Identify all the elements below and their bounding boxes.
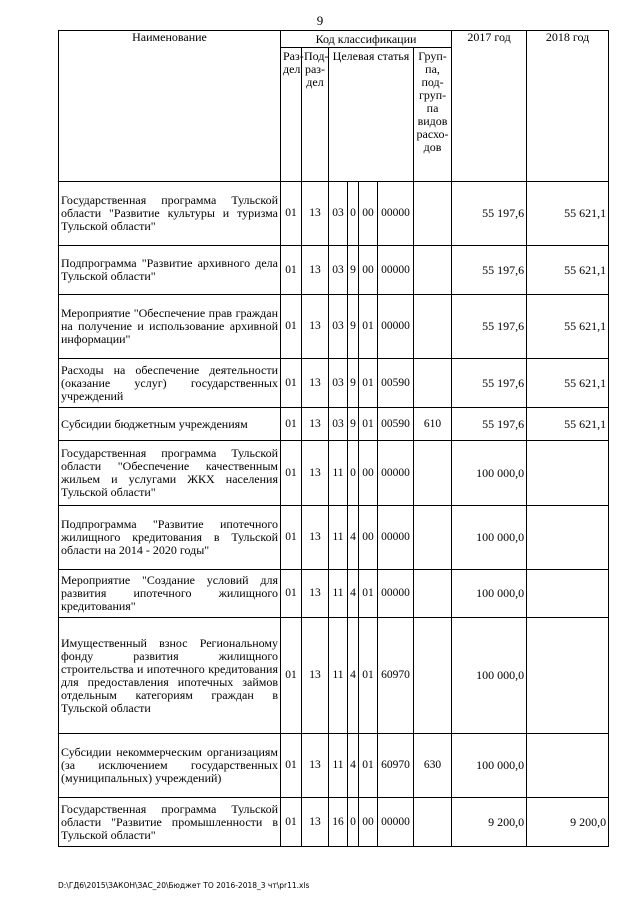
- expense-group-cell: [414, 295, 452, 359]
- expense-group-cell: [414, 182, 452, 246]
- table-row: [59, 798, 609, 847]
- row-name: Подпрограмма "Развитие архивного дела Тульской области": [59, 246, 281, 295]
- target-subprogram-cell: 0: [348, 441, 359, 506]
- row-name: Государственная программа Тульской области "Развитие промышленности в Тульской области": [59, 798, 281, 847]
- table-row: [59, 295, 609, 359]
- razdel-cell: 01: [281, 246, 302, 295]
- target-measure-cell: 00: [359, 506, 378, 570]
- podrazdel-cell: 13: [302, 506, 329, 570]
- target-direction-cell: 00000: [378, 798, 414, 847]
- target-subprogram-cell: 4: [348, 506, 359, 570]
- target-program-cell: 11: [329, 570, 348, 618]
- target-direction-cell: 60970: [378, 618, 414, 734]
- target-direction-cell: 60970: [378, 734, 414, 798]
- podrazdel-cell: 13: [302, 295, 329, 359]
- amount-2017-cell: 100 000,0: [452, 441, 527, 506]
- razdel-cell: 01: [281, 408, 302, 441]
- header-code: Код классификации: [281, 31, 452, 48]
- row-name: Имущественный взнос Региональному фонду развития жилищного строительства и ипотечного кредитования для предоставления ипотечных займов отдельным категориям граждан в Тульской области: [59, 618, 281, 734]
- expense-group-cell: [414, 618, 452, 734]
- header-group: Груп- па, под- груп- па видов расхо- дов: [414, 48, 452, 182]
- target-measure-cell: 01: [359, 734, 378, 798]
- target-direction-cell: 00000: [378, 295, 414, 359]
- header-razdel: Раз- дел: [281, 48, 302, 182]
- amount-2017-cell: 55 197,6: [452, 408, 527, 441]
- amount-2017-cell: 9 200,0: [452, 798, 527, 847]
- target-program-cell: 11: [329, 734, 348, 798]
- razdel-cell: 01: [281, 295, 302, 359]
- expense-group-cell: [414, 506, 452, 570]
- header-podrazdel: Под- раз- дел: [302, 48, 329, 182]
- target-measure-cell: 01: [359, 359, 378, 408]
- razdel-cell: 01: [281, 359, 302, 408]
- target-measure-cell: 01: [359, 408, 378, 441]
- amount-2017-cell: 55 197,6: [452, 295, 527, 359]
- target-subprogram-cell: 9: [348, 246, 359, 295]
- amount-2018-cell: 55 621,1: [527, 182, 609, 246]
- target-measure-cell: 00: [359, 182, 378, 246]
- amount-2018-cell: [527, 441, 609, 506]
- target-subprogram-cell: 9: [348, 408, 359, 441]
- razdel-cell: 01: [281, 734, 302, 798]
- amount-2018-cell: [527, 618, 609, 734]
- row-name: Субсидии бюджетным учреждениям: [59, 408, 281, 441]
- target-direction-cell: 00590: [378, 359, 414, 408]
- amount-2017-cell: 55 197,6: [452, 359, 527, 408]
- target-direction-cell: 00000: [378, 506, 414, 570]
- target-program-cell: 03: [329, 408, 348, 441]
- row-name: Государственная программа Тульской области "Развитие культуры и туризма Тульской области": [59, 182, 281, 246]
- razdel-cell: 01: [281, 506, 302, 570]
- table-row: [59, 359, 609, 408]
- amount-2018-cell: [527, 570, 609, 618]
- podrazdel-cell: 13: [302, 359, 329, 408]
- amount-2017-cell: 55 197,6: [452, 246, 527, 295]
- podrazdel-cell: 13: [302, 734, 329, 798]
- expense-group-cell: [414, 246, 452, 295]
- target-direction-cell: 00000: [378, 246, 414, 295]
- podrazdel-cell: 13: [302, 570, 329, 618]
- expense-group-cell: [414, 798, 452, 847]
- row-name: Подпрограмма "Развитие ипотечного жилищного кредитования в Тульской области на 2014 - 2020 годы": [59, 506, 281, 570]
- table-row: [59, 506, 609, 570]
- table-row: [59, 408, 609, 441]
- row-name: Мероприятие "Создание условий для развития ипотечного жилищного кредитования": [59, 570, 281, 618]
- target-program-cell: 11: [329, 441, 348, 506]
- expense-group-cell: [414, 441, 452, 506]
- table-body: [59, 182, 609, 847]
- header-year-2018: 2018 год: [527, 31, 609, 182]
- amount-2018-cell: [527, 506, 609, 570]
- target-direction-cell: 00000: [378, 441, 414, 506]
- target-program-cell: 16: [329, 798, 348, 847]
- target-subprogram-cell: 4: [348, 734, 359, 798]
- target-program-cell: 11: [329, 506, 348, 570]
- amount-2018-cell: 9 200,0: [527, 798, 609, 847]
- header-year-2017: 2017 год: [452, 31, 527, 182]
- row-name: Расходы на обеспечение деятельности (оказание услуг) государственных учреждений: [59, 359, 281, 408]
- podrazdel-cell: 13: [302, 246, 329, 295]
- amount-2018-cell: 55 621,1: [527, 408, 609, 441]
- target-direction-cell: 00000: [378, 570, 414, 618]
- row-name: Мероприятие "Обеспечение прав граждан на получение и использование архивной информации": [59, 295, 281, 359]
- target-measure-cell: 00: [359, 246, 378, 295]
- target-program-cell: 03: [329, 182, 348, 246]
- podrazdel-cell: 13: [302, 618, 329, 734]
- razdel-cell: 01: [281, 182, 302, 246]
- amount-2017-cell: 100 000,0: [452, 506, 527, 570]
- expense-group-cell: [414, 359, 452, 408]
- podrazdel-cell: 13: [302, 441, 329, 506]
- amount-2018-cell: 55 621,1: [527, 359, 609, 408]
- target-direction-cell: 00000: [378, 182, 414, 246]
- budget-table: [58, 30, 609, 847]
- expense-group-cell: 610: [414, 408, 452, 441]
- table-row: [59, 618, 609, 734]
- target-program-cell: 11: [329, 618, 348, 734]
- page-number: 9: [316, 13, 324, 28]
- table-row: [59, 570, 609, 618]
- target-measure-cell: 00: [359, 798, 378, 847]
- amount-2018-cell: 55 621,1: [527, 246, 609, 295]
- target-subprogram-cell: 9: [348, 295, 359, 359]
- amount-2017-cell: 100 000,0: [452, 734, 527, 798]
- target-measure-cell: 00: [359, 441, 378, 506]
- file-path-footer: D:\ГД6\2015\ЗАКОН\ЗАС_20\Бюджет ТО 2016-2018_3 чт\pr11.xls: [58, 881, 310, 890]
- table-row: [59, 182, 609, 246]
- target-subprogram-cell: 9: [348, 359, 359, 408]
- row-name: Государственная программа Тульской области "Обеспечение качественным жильем и услугами ЖКХ населения Тульской области": [59, 441, 281, 506]
- expense-group-cell: 630: [414, 734, 452, 798]
- target-direction-cell: 00590: [378, 408, 414, 441]
- target-program-cell: 03: [329, 359, 348, 408]
- amount-2018-cell: 55 621,1: [527, 295, 609, 359]
- table-header: [59, 31, 609, 182]
- target-subprogram-cell: 4: [348, 618, 359, 734]
- podrazdel-cell: 13: [302, 408, 329, 441]
- target-program-cell: 03: [329, 246, 348, 295]
- expense-group-cell: [414, 570, 452, 618]
- target-subprogram-cell: 0: [348, 182, 359, 246]
- razdel-cell: 01: [281, 618, 302, 734]
- target-subprogram-cell: 4: [348, 570, 359, 618]
- razdel-cell: 01: [281, 441, 302, 506]
- podrazdel-cell: 13: [302, 182, 329, 246]
- amount-2017-cell: 100 000,0: [452, 618, 527, 734]
- razdel-cell: 01: [281, 570, 302, 618]
- table-row: [59, 441, 609, 506]
- target-measure-cell: 01: [359, 570, 378, 618]
- target-measure-cell: 01: [359, 295, 378, 359]
- table-row: [59, 734, 609, 798]
- header-name: Наименование: [59, 31, 281, 182]
- target-program-cell: 03: [329, 295, 348, 359]
- target-measure-cell: 01: [359, 618, 378, 734]
- header-target: Целевая статья: [329, 48, 414, 182]
- amount-2017-cell: 100 000,0: [452, 570, 527, 618]
- row-name: Субсидии некоммерческим организациям (за исключением государственных (муниципальных) учреждений): [59, 734, 281, 798]
- table-row: [59, 246, 609, 295]
- amount-2018-cell: [527, 734, 609, 798]
- podrazdel-cell: 13: [302, 798, 329, 847]
- target-subprogram-cell: 0: [348, 798, 359, 847]
- amount-2017-cell: 55 197,6: [452, 182, 527, 246]
- razdel-cell: 01: [281, 798, 302, 847]
